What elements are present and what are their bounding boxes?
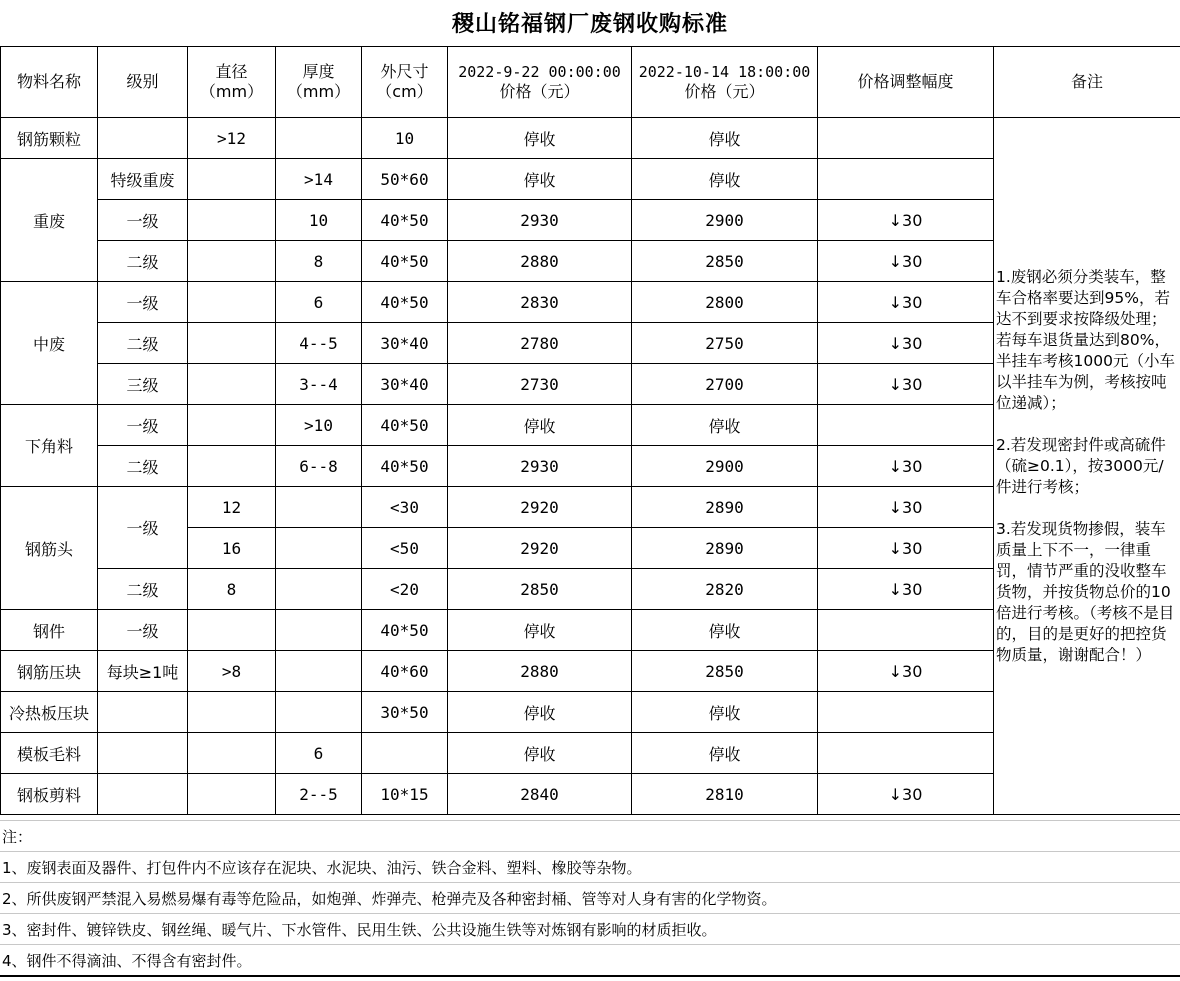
adjust-cell (818, 692, 994, 733)
diameter-cell (188, 364, 276, 405)
thickness-cell: 4--5 (276, 323, 362, 364)
thickness-cell (276, 487, 362, 528)
header-size: 外尺寸（cm） (362, 47, 448, 118)
thickness-cell (276, 569, 362, 610)
price2-cell: 2890 (632, 528, 818, 569)
price2-cell: 停收 (632, 405, 818, 446)
size-cell: 30*40 (362, 323, 448, 364)
grade-cell: 一级 (98, 610, 188, 651)
note-4: 4、钢件不得滴油、不得含有密封件。 (0, 945, 1180, 977)
diameter-cell (188, 405, 276, 446)
size-cell: 40*50 (362, 446, 448, 487)
material-cell: 冷热板压块 (1, 692, 98, 733)
note-2: 2、所供废钢严禁混入易燃易爆有毒等危险品，如炮弹、炸弹壳、枪弹壳及各种密封桶、管等对人身有害的化学物资。 (0, 883, 1180, 914)
size-cell: <30 (362, 487, 448, 528)
adjust-cell: ↓30 (818, 282, 994, 323)
header-diameter: 直径（mm） (188, 47, 276, 118)
diameter-cell (188, 692, 276, 733)
size-cell: 40*50 (362, 282, 448, 323)
adjust-cell: ↓30 (818, 774, 994, 815)
size-cell: 30*50 (362, 692, 448, 733)
diameter-cell (188, 282, 276, 323)
grade-cell: 二级 (98, 446, 188, 487)
price2-cell: 2810 (632, 774, 818, 815)
price2-cell: 2900 (632, 200, 818, 241)
adjust-cell (818, 733, 994, 774)
notes-label: 注： (0, 821, 1180, 852)
header-material: 物料名称 (1, 47, 98, 118)
grade-cell: 二级 (98, 323, 188, 364)
header-row (1, 47, 1180, 118)
grade-cell: 三级 (98, 364, 188, 405)
grade-cell: 二级 (98, 569, 188, 610)
header-price-date1 (448, 47, 632, 118)
price1-cell: 停收 (448, 733, 632, 774)
material-cell: 钢筋头 (1, 487, 98, 610)
grade-cell: 一级 (98, 200, 188, 241)
thickness-cell (276, 610, 362, 651)
price2-cell: 2890 (632, 487, 818, 528)
price2-cell: 停收 (632, 118, 818, 159)
header-grade: 级别 (98, 47, 188, 118)
notes-label-row (0, 821, 1180, 852)
size-cell: 30*40 (362, 364, 448, 405)
adjust-cell: ↓30 (818, 446, 994, 487)
remark-1: 1.废钢必须分类装车，整车合格率要达到95%，若达不到要求按降级处理；若每车退货量达到80%，半挂车考核1000元（小车以半挂车为例，考核按吨位递减）； (996, 267, 1175, 412)
adjust-cell: ↓30 (818, 487, 994, 528)
price1-cell: 2920 (448, 528, 632, 569)
price2-cell: 2850 (632, 651, 818, 692)
remark-2: 2.若发现密封件或高硫件（硫≥0.1），按3000元/件进行考核； (996, 435, 1166, 496)
adjust-cell: ↓30 (818, 528, 994, 569)
notes-section (0, 820, 1180, 977)
price2-cell: 停收 (632, 610, 818, 651)
material-cell: 钢筋颗粒 (1, 118, 98, 159)
price1-cell: 2780 (448, 323, 632, 364)
size-cell: 40*50 (362, 610, 448, 651)
price2-cell: 停收 (632, 159, 818, 200)
size-cell: 50*60 (362, 159, 448, 200)
adjust-cell (818, 118, 994, 159)
grade-cell: 二级 (98, 241, 188, 282)
diameter-cell (188, 200, 276, 241)
price2-cell: 停收 (632, 692, 818, 733)
grade-cell (98, 692, 188, 733)
size-cell: 10*15 (362, 774, 448, 815)
thickness-cell: >14 (276, 159, 362, 200)
date2-label: 2022-10-14 18:00:00 (638, 63, 811, 81)
price1-cell: 停收 (448, 159, 632, 200)
material-cell: 钢板剪料 (1, 774, 98, 815)
note-row (0, 852, 1180, 883)
price-table (0, 46, 1180, 815)
note-row (0, 945, 1180, 977)
diameter-cell (188, 159, 276, 200)
price2-cell: 停收 (632, 733, 818, 774)
material-cell: 重废 (1, 159, 98, 282)
diameter-cell (188, 241, 276, 282)
note-1: 1、废钢表面及器件、打包件内不应该存在泥块、水泥块、油污、铁合金料、塑料、橡胶等杂物。 (0, 852, 1180, 883)
adjust-cell: ↓30 (818, 651, 994, 692)
adjust-cell: ↓30 (818, 200, 994, 241)
price2-cell: 2900 (632, 446, 818, 487)
size-cell: <20 (362, 569, 448, 610)
price1-cell: 2730 (448, 364, 632, 405)
adjust-cell (818, 159, 994, 200)
price1-cell: 2930 (448, 200, 632, 241)
diameter-cell: 8 (188, 569, 276, 610)
grade-cell (98, 118, 188, 159)
header-adjust: 价格调整幅度 (818, 47, 994, 118)
page-title: 稷山铭福钢厂废钢收购标准 (0, 0, 1180, 47)
thickness-cell (276, 118, 362, 159)
date1-label: 2022-9-22 00:00:00 (458, 63, 621, 81)
note-3: 3、密封件、镀锌铁皮、钢丝绳、暖气片、下水管件、民用生铁、公共设施生铁等对炼钢有影响的材质拒收。 (0, 914, 1180, 945)
diameter-cell (188, 446, 276, 487)
size-cell: 40*50 (362, 200, 448, 241)
grade-cell (98, 774, 188, 815)
price1-cell: 2880 (448, 241, 632, 282)
material-cell: 中废 (1, 282, 98, 405)
diameter-cell (188, 610, 276, 651)
price2-cell: 2820 (632, 569, 818, 610)
price1-cell: 2920 (448, 487, 632, 528)
diameter-cell (188, 323, 276, 364)
grade-cell (98, 733, 188, 774)
grade-cell: 一级 (98, 487, 188, 569)
price1-cell: 停收 (448, 405, 632, 446)
size-cell: <50 (362, 528, 448, 569)
diameter-cell (188, 774, 276, 815)
size-cell: 40*50 (362, 405, 448, 446)
price1-cell: 2850 (448, 569, 632, 610)
price1-cell: 2880 (448, 651, 632, 692)
price-label-1: 价格（元） (499, 82, 580, 101)
thickness-cell (276, 692, 362, 733)
thickness-cell: 6--8 (276, 446, 362, 487)
adjust-cell: ↓30 (818, 569, 994, 610)
grade-cell: 特级重废 (98, 159, 188, 200)
grade-cell: 一级 (98, 282, 188, 323)
price1-cell: 停收 (448, 692, 632, 733)
material-cell: 下角料 (1, 405, 98, 487)
size-cell: 40*60 (362, 651, 448, 692)
price-label-2: 价格（元） (684, 82, 765, 101)
price2-cell: 2850 (632, 241, 818, 282)
remarks-cell (994, 118, 1180, 815)
adjust-cell: ↓30 (818, 241, 994, 282)
thickness-cell: 8 (276, 241, 362, 282)
note-row (0, 914, 1180, 945)
adjust-cell (818, 405, 994, 446)
adjust-cell: ↓30 (818, 323, 994, 364)
thickness-cell: >10 (276, 405, 362, 446)
size-cell: 10 (362, 118, 448, 159)
thickness-cell: 2--5 (276, 774, 362, 815)
thickness-cell: 3--4 (276, 364, 362, 405)
diameter-cell: >12 (188, 118, 276, 159)
adjust-cell: ↓30 (818, 364, 994, 405)
remark-3: 3.若发现货物掺假，装车质量上下不一，一律重罚，情节严重的没收整车货物，并按货物总价的10倍进行考核。（考核不是目的，目的是更好的把控货物质量，谢谢配合！） (996, 519, 1175, 664)
price2-cell: 2700 (632, 364, 818, 405)
material-cell: 模板毛料 (1, 733, 98, 774)
diameter-cell (188, 733, 276, 774)
price1-cell: 2930 (448, 446, 632, 487)
grade-cell: 一级 (98, 405, 188, 446)
header-price-date2 (632, 47, 818, 118)
diameter-cell: 16 (188, 528, 276, 569)
note-row (0, 883, 1180, 914)
thickness-cell (276, 651, 362, 692)
thickness-cell (276, 528, 362, 569)
thickness-cell: 6 (276, 733, 362, 774)
grade-cell: 每块≥1吨 (98, 651, 188, 692)
price1-cell: 2840 (448, 774, 632, 815)
header-remarks: 备注 (994, 47, 1180, 118)
header-thickness: 厚度（mm） (276, 47, 362, 118)
table-row (1, 118, 1180, 159)
price2-cell: 2750 (632, 323, 818, 364)
thickness-cell: 6 (276, 282, 362, 323)
material-cell: 钢件 (1, 610, 98, 651)
size-cell: 40*50 (362, 241, 448, 282)
diameter-cell: 12 (188, 487, 276, 528)
price1-cell: 停收 (448, 610, 632, 651)
price2-cell: 2800 (632, 282, 818, 323)
thickness-cell: 10 (276, 200, 362, 241)
adjust-cell (818, 610, 994, 651)
price1-cell: 2830 (448, 282, 632, 323)
price1-cell: 停收 (448, 118, 632, 159)
material-cell: 钢筋压块 (1, 651, 98, 692)
diameter-cell: >8 (188, 651, 276, 692)
size-cell (362, 733, 448, 774)
